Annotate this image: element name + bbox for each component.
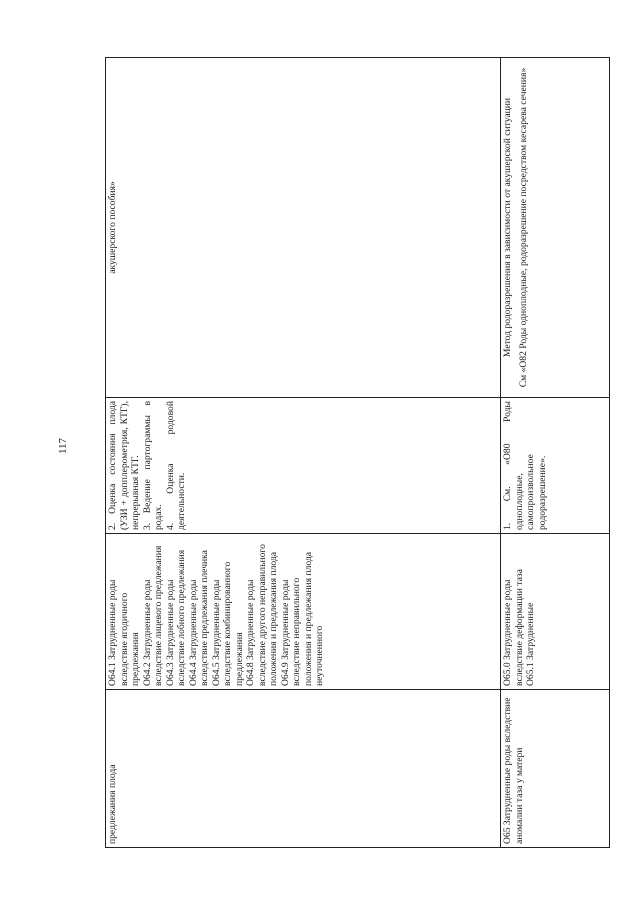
method-text: акушерского пособия» xyxy=(107,181,118,274)
code-item: O64.3 Затрудненные роды вследствие лобного предлежания xyxy=(164,549,187,686)
list-text: Оценка состояния плода (УЗИ + допплерометрия, КТГ), непрерывная КТГ. xyxy=(107,401,141,530)
list-item xyxy=(165,401,188,530)
diagnosis-text: предлежания плода xyxy=(107,764,118,844)
code-item: O64.8 Затрудненные роды вследствие другого неправильного положения и предлежания плода xyxy=(245,544,279,686)
list-item xyxy=(142,401,165,530)
actions-cell xyxy=(106,398,501,534)
list-item xyxy=(107,401,142,530)
diagnosis-text: O65 Затрудненные роды вследствие аномалии таза у матери xyxy=(502,697,525,844)
list-number: 3. xyxy=(141,522,153,530)
clinical-table xyxy=(105,57,610,848)
diagnosis-cell xyxy=(501,690,610,848)
method-text: См «O82 Роды одноплодные, родоразрешение посредством кесарева сечения» xyxy=(517,67,529,388)
list-text: Оценка родовой деятельности. xyxy=(164,401,187,530)
list-number: 4. xyxy=(164,522,176,530)
code-item: O65.0 Затрудненные роды вследствие деформации таза xyxy=(502,569,525,686)
code-item: O64.1 Затрудненные роды вследствие ягодичного предлежания xyxy=(107,579,141,686)
table-row xyxy=(501,58,610,848)
code-item: O64.2 Затрудненные роды вследствие лицевого предлежания xyxy=(141,545,164,686)
code-item: O64.9 Затрудненные роды вследствие неправильного положения и предлежания плода неуточненного xyxy=(279,551,325,686)
list-number: 1. xyxy=(502,522,513,530)
list-text: Ведение партограммы в родах. xyxy=(141,400,164,530)
code-item: O64.5 Затрудненные роды вследствие комбинированного предлежания xyxy=(210,561,245,686)
codes-cell xyxy=(106,534,501,690)
method-text: Метод родоразрешения в зависимости от акушерской ситуации xyxy=(502,97,513,358)
rotated-table-wrapper xyxy=(105,58,610,848)
list-text: См. «O80 Роды одноплодные, самопроизвольное родоразрешение». xyxy=(502,401,548,530)
code-item: O64.4 Затрудненные роды вследствие предлежания плечика xyxy=(187,550,210,686)
method-cell xyxy=(501,58,610,398)
codes-cell xyxy=(501,534,610,690)
table-row xyxy=(106,58,501,848)
code-item: O65.1 Затрудненные xyxy=(525,602,536,686)
actions-cell xyxy=(501,398,610,534)
list-item xyxy=(502,401,548,530)
list-number: 2. xyxy=(107,522,118,530)
method-cell xyxy=(106,58,501,398)
diagnosis-cell xyxy=(106,690,501,848)
page-number: 117 xyxy=(57,437,69,455)
